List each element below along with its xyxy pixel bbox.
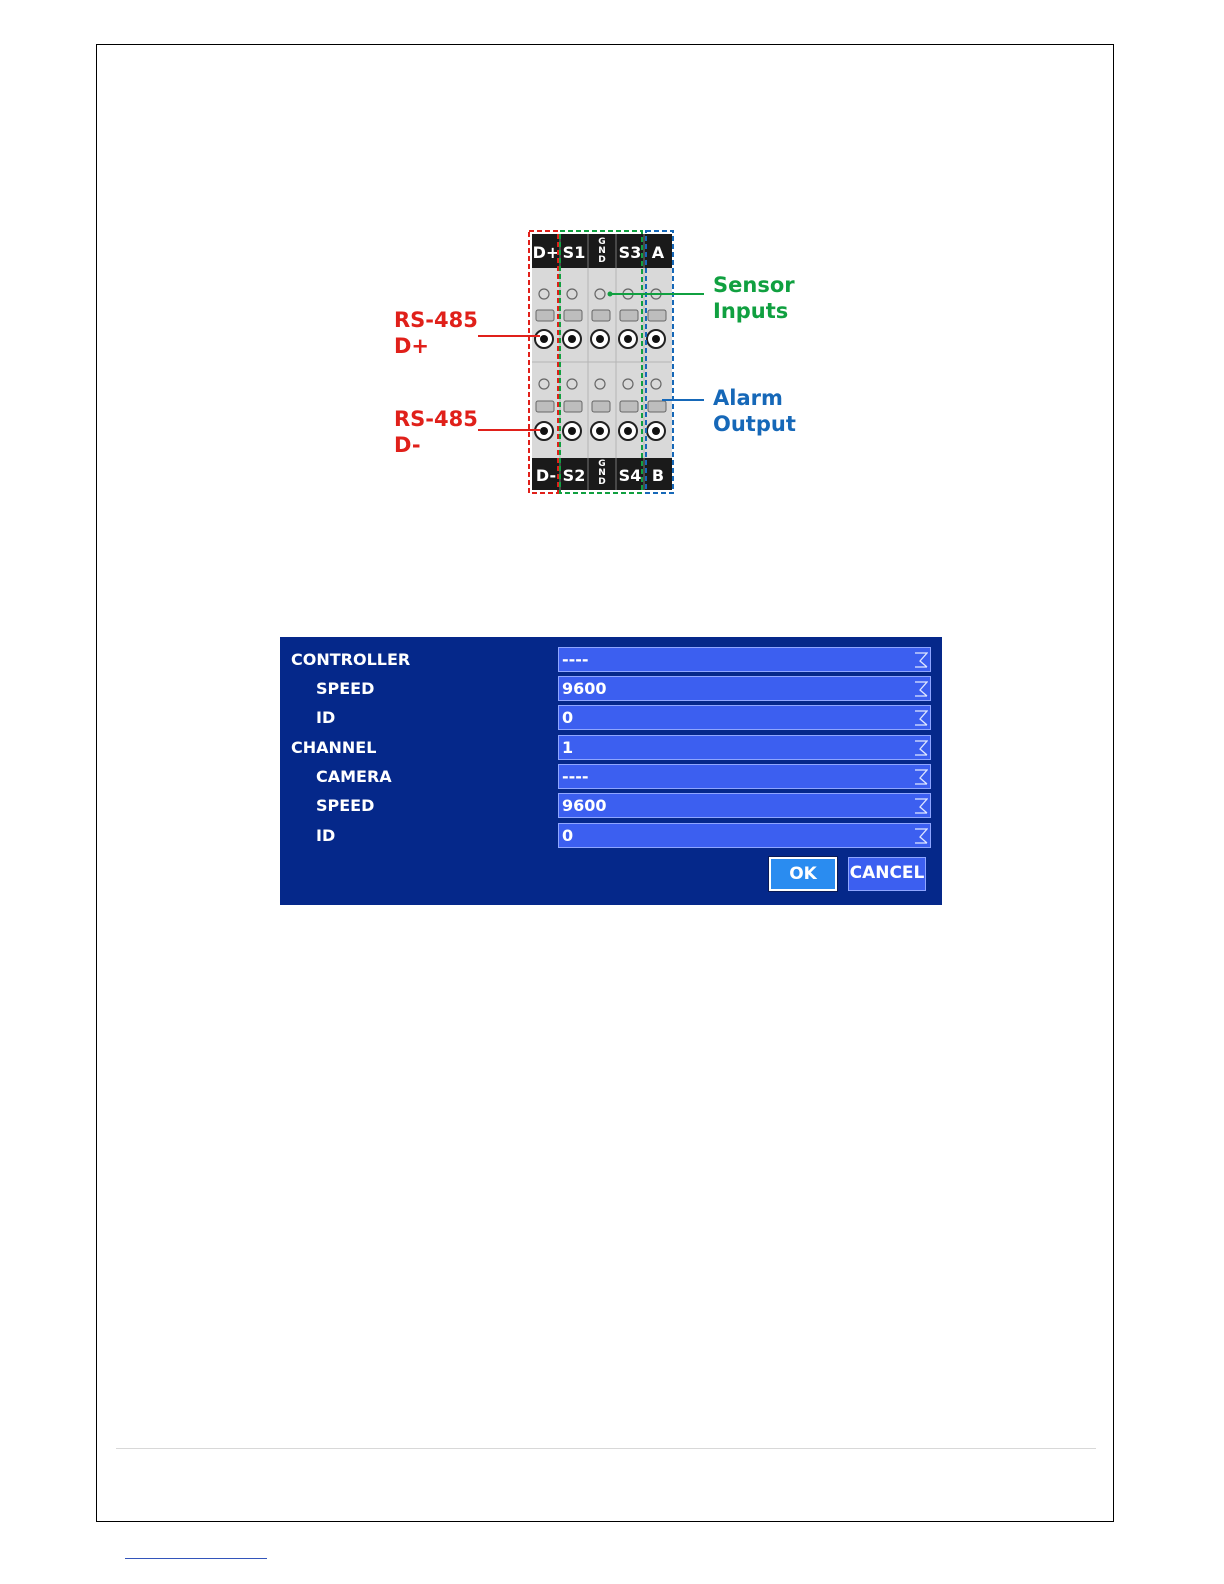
- row-camera: [280, 764, 942, 789]
- row-camera-speed: [280, 793, 942, 818]
- rs485-plus-callout: [394, 307, 478, 359]
- dropdown-arrow-icon: [914, 739, 928, 757]
- controller-select[interactable]: [558, 647, 931, 672]
- terminal-label-s1: S1: [562, 243, 586, 262]
- ok-button[interactable]: OK: [769, 857, 837, 891]
- terminal-label-d-minus: D-: [535, 466, 557, 485]
- alarm-output-callout: [713, 385, 796, 437]
- terminal-label-s3: S3: [618, 243, 642, 262]
- controller-speed-value: 9600: [562, 679, 607, 698]
- terminal-block-diagram: [380, 220, 820, 520]
- controller-speed-select[interactable]: [558, 676, 931, 701]
- sensor-inputs-line1: Sensor: [713, 273, 795, 297]
- camera-label: CAMERA: [316, 767, 392, 786]
- rs485-minus-callout: [394, 406, 478, 458]
- camera-speed-value: 9600: [562, 796, 607, 815]
- row-channel: [280, 735, 942, 760]
- controller-id-value: 0: [562, 708, 574, 727]
- cancel-button[interactable]: CANCEL: [848, 857, 926, 891]
- rs485-minus-line1: RS-485: [394, 407, 478, 431]
- dropdown-arrow-icon: [914, 651, 928, 669]
- row-controller-speed: [280, 676, 942, 701]
- terminal-label-gnd-top: G N D: [598, 237, 606, 265]
- channel-select[interactable]: [558, 735, 931, 760]
- channel-label: CHANNEL: [291, 738, 377, 757]
- footnote-rule: [125, 1558, 267, 1559]
- controller-speed-label: SPEED: [316, 679, 375, 698]
- terminal-label-gnd-bottom: G N D: [598, 459, 606, 487]
- row-controller: [280, 647, 942, 672]
- row-controller-id: [280, 705, 942, 730]
- terminal-label-b: B: [651, 466, 665, 485]
- dropdown-arrow-icon: [914, 827, 928, 845]
- dropdown-arrow-icon: [914, 797, 928, 815]
- camera-select[interactable]: [558, 764, 931, 789]
- camera-speed-select[interactable]: [558, 793, 931, 818]
- rs485-minus-line2: D-: [394, 433, 421, 457]
- camera-id-value: 0: [562, 826, 574, 845]
- camera-value: ----: [562, 767, 589, 786]
- controller-id-label: ID: [316, 708, 336, 727]
- controller-id-select[interactable]: [558, 705, 931, 730]
- footer-divider: [116, 1448, 1096, 1449]
- terminal-label-a: A: [651, 243, 665, 262]
- alarm-output-line1: Alarm: [713, 386, 783, 410]
- row-camera-id: [280, 823, 942, 848]
- camera-id-label: ID: [316, 826, 336, 845]
- terminal-label-s2: S2: [562, 466, 586, 485]
- camera-speed-label: SPEED: [316, 796, 375, 815]
- sensor-inputs-line2: Inputs: [713, 299, 789, 323]
- terminal-label-d-plus: D+: [532, 243, 560, 262]
- rs485-plus-line1: RS-485: [394, 308, 478, 332]
- rs485-plus-line2: D+: [394, 334, 430, 358]
- controller-label: CONTROLLER: [291, 650, 411, 669]
- controller-value: ----: [562, 650, 589, 669]
- dropdown-arrow-icon: [914, 680, 928, 698]
- camera-id-select[interactable]: [558, 823, 931, 848]
- dropdown-arrow-icon: [914, 768, 928, 786]
- sensor-inputs-callout: [713, 272, 795, 324]
- channel-value: 1: [562, 738, 574, 757]
- serial-settings-dialog: [280, 637, 942, 905]
- terminal-label-s4: S4: [618, 466, 642, 485]
- alarm-output-line2: Output: [713, 412, 796, 436]
- terminal-block-graphic: [380, 220, 820, 520]
- dropdown-arrow-icon: [914, 709, 928, 727]
